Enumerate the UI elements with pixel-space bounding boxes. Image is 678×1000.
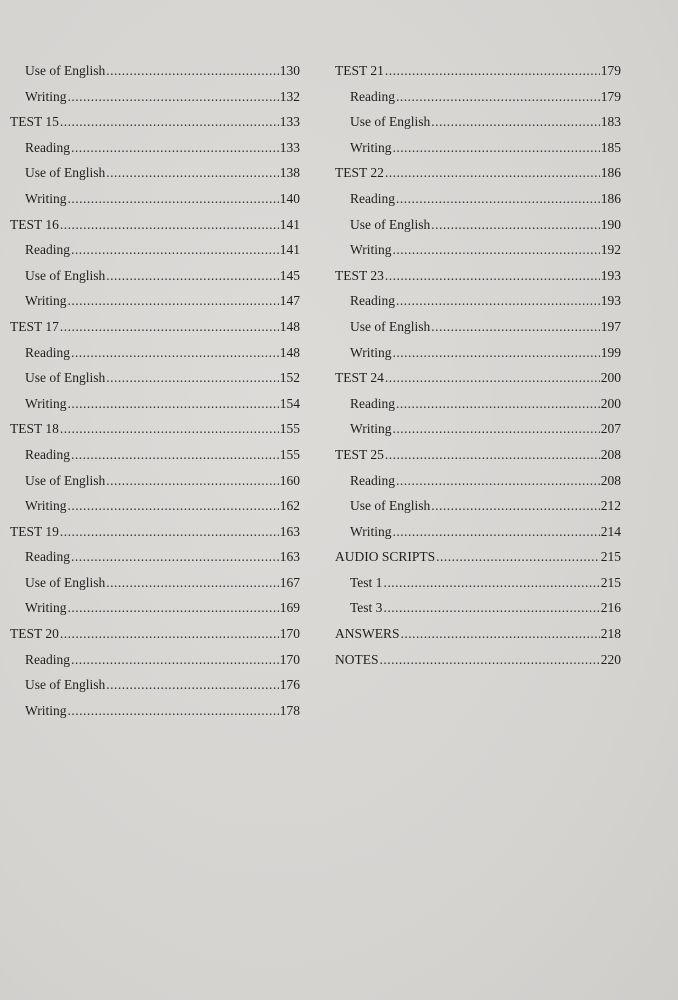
- toc-entry-label: Use of English: [350, 498, 431, 514]
- toc-page-number: 160: [279, 472, 300, 488]
- toc-page-number: 133: [279, 139, 300, 155]
- toc-subentry: [335, 314, 621, 340]
- toc-entry-label: Use of English: [350, 216, 431, 232]
- toc-entry-label: Use of English: [25, 574, 106, 590]
- toc-page-number: 154: [279, 395, 300, 411]
- dot-leader: [67, 84, 278, 110]
- toc-subentry: [10, 340, 300, 366]
- dot-leader: [383, 570, 599, 596]
- toc-page-number: 170: [279, 626, 300, 642]
- toc-subentry: [335, 212, 621, 238]
- toc-page-number: 147: [279, 293, 300, 309]
- dot-leader: [67, 595, 278, 621]
- dot-leader: [67, 288, 278, 314]
- toc-page-number: 179: [600, 88, 621, 104]
- toc-page-number: 148: [279, 318, 300, 334]
- toc-page-number: 220: [600, 651, 621, 667]
- dot-leader: [396, 186, 600, 212]
- toc-page-number: 218: [600, 626, 621, 642]
- toc-page-number: 162: [279, 498, 300, 514]
- toc-page-number: 155: [279, 446, 300, 462]
- toc-entry-label: TEST 23: [335, 267, 384, 283]
- dot-leader: [431, 314, 600, 340]
- toc-subentry: [335, 570, 621, 596]
- toc-subentry: [335, 493, 621, 519]
- toc-page-number: 178: [279, 702, 300, 718]
- toc-entry-label: NOTES: [335, 651, 379, 667]
- toc-entry-label: ANSWERS: [335, 626, 400, 642]
- toc-entry-label: TEST 24: [335, 370, 384, 386]
- toc-subentry: [335, 519, 621, 545]
- toc-section-entry: [335, 647, 621, 673]
- toc-subentry: [335, 391, 621, 417]
- dot-leader: [60, 519, 279, 545]
- toc-entry-label: Use of English: [350, 318, 431, 334]
- toc-page-number: 163: [279, 549, 300, 565]
- toc-page-number: 167: [279, 574, 300, 590]
- toc-entry-label: Use of English: [25, 472, 106, 488]
- dot-leader: [71, 647, 279, 673]
- toc-subentry: [10, 58, 300, 84]
- toc-entry-label: TEST 22: [335, 165, 384, 181]
- toc-subentry: [10, 493, 300, 519]
- dot-leader: [396, 468, 600, 494]
- toc-section-entry: [335, 263, 621, 289]
- toc-entry-label: Writing: [25, 600, 67, 616]
- dot-leader: [431, 493, 600, 519]
- toc-entry-label: Reading: [350, 88, 395, 104]
- toc-subentry: [335, 135, 621, 161]
- toc-entry-label: Reading: [350, 293, 395, 309]
- dot-leader: [392, 340, 599, 366]
- toc-subentry: [10, 544, 300, 570]
- toc-page-number: 152: [279, 370, 300, 386]
- toc-entry-label: Reading: [350, 190, 395, 206]
- dot-leader: [106, 365, 279, 391]
- dot-leader: [106, 263, 279, 289]
- toc-subentry: [10, 595, 300, 621]
- dot-leader: [67, 698, 278, 724]
- dot-leader: [401, 621, 600, 647]
- toc-entry-label: AUDIO SCRIPTS: [335, 549, 436, 565]
- toc-page-number: 140: [279, 190, 300, 206]
- dot-leader: [60, 109, 279, 135]
- toc-page-number: 186: [600, 165, 621, 181]
- toc-subentry: [10, 263, 300, 289]
- toc-page-number: 212: [600, 498, 621, 514]
- dot-leader: [71, 544, 279, 570]
- toc-entry-label: TEST 15: [10, 114, 59, 130]
- dot-leader: [67, 391, 278, 417]
- dot-leader: [71, 442, 279, 468]
- toc-entry-label: Reading: [25, 344, 70, 360]
- dot-leader: [431, 109, 600, 135]
- toc-entry-label: Reading: [25, 549, 70, 565]
- dot-leader: [106, 672, 279, 698]
- toc-subentry: [10, 468, 300, 494]
- toc-page-number: 208: [600, 446, 621, 462]
- toc-subentry: [10, 237, 300, 263]
- toc-entry-label: Writing: [350, 344, 392, 360]
- toc-page-number: 145: [279, 267, 300, 283]
- dot-leader: [392, 237, 599, 263]
- toc-subentry: [335, 109, 621, 135]
- toc-subentry: [10, 135, 300, 161]
- toc-page-number: 130: [279, 63, 300, 78]
- toc-subentry: [335, 288, 621, 314]
- toc-subentry: [10, 570, 300, 596]
- dot-leader: [60, 621, 279, 647]
- toc-subentry: [10, 647, 300, 673]
- toc-entry-label: Test 3: [350, 600, 383, 616]
- toc-page-number: 141: [279, 216, 300, 232]
- dot-leader: [392, 519, 599, 545]
- toc-page-number: 176: [279, 677, 300, 693]
- dot-leader: [71, 237, 279, 263]
- toc-subentry: [10, 698, 300, 724]
- dot-leader: [106, 58, 279, 84]
- toc-page-number: 192: [600, 242, 621, 258]
- toc-entry-label: Use of English: [25, 165, 106, 181]
- toc-page-number: 186: [600, 190, 621, 206]
- toc-entry-label: Use of English: [25, 63, 106, 78]
- toc-entry-label: Reading: [25, 139, 70, 155]
- toc-page-number: 163: [279, 523, 300, 539]
- toc-column-left: [10, 58, 300, 723]
- toc-entry-label: TEST 21: [335, 63, 384, 78]
- toc-subentry: [335, 84, 621, 110]
- toc-page-number: 215: [600, 549, 621, 565]
- toc-subentry: [10, 84, 300, 110]
- toc-entry-label: TEST 20: [10, 626, 59, 642]
- toc-entry-label: Writing: [350, 421, 392, 437]
- dot-leader: [60, 416, 279, 442]
- toc-entry-label: Use of English: [350, 114, 431, 130]
- toc-section-entry: [335, 621, 621, 647]
- toc-entry-label: TEST 17: [10, 318, 59, 334]
- toc-column-right: [335, 58, 621, 672]
- toc-subentry: [335, 186, 621, 212]
- toc-page-number: 193: [600, 293, 621, 309]
- toc-entry-label: Writing: [350, 139, 392, 155]
- dot-leader: [396, 391, 600, 417]
- dot-leader: [385, 58, 600, 84]
- toc-page-number: 190: [600, 216, 621, 232]
- toc-entry-label: Writing: [25, 395, 67, 411]
- dot-leader: [71, 340, 279, 366]
- dot-leader: [385, 365, 600, 391]
- toc-entry-label: Writing: [25, 702, 67, 718]
- toc-page-number: 179: [600, 63, 621, 78]
- dot-leader: [71, 135, 279, 161]
- toc-entry-label: TEST 19: [10, 523, 59, 539]
- toc-entry-label: Use of English: [25, 370, 106, 386]
- toc-page-number: 215: [600, 574, 621, 590]
- toc-section-entry: [335, 365, 621, 391]
- toc-page-number: 155: [279, 421, 300, 437]
- toc-page-number: 214: [600, 523, 621, 539]
- toc-page-number: 208: [600, 472, 621, 488]
- dot-leader: [385, 442, 600, 468]
- toc-entry-label: Writing: [25, 190, 67, 206]
- toc-section-entry: [10, 109, 300, 135]
- dot-leader: [392, 416, 599, 442]
- toc-entry-label: Reading: [25, 651, 70, 667]
- toc-entry-label: Writing: [350, 523, 392, 539]
- toc-entry-label: Reading: [350, 395, 395, 411]
- toc-entry-label: Reading: [350, 472, 395, 488]
- toc-section-entry: [10, 212, 300, 238]
- toc-subentry: [335, 340, 621, 366]
- toc-page-number: 193: [600, 267, 621, 283]
- toc-page-number: 185: [600, 139, 621, 155]
- toc-entry-label: Reading: [25, 242, 70, 258]
- toc-subentry: [10, 288, 300, 314]
- dot-leader: [392, 135, 599, 161]
- dot-leader: [396, 84, 600, 110]
- toc-subentry: [10, 186, 300, 212]
- dot-leader: [385, 160, 600, 186]
- toc-section-entry: [335, 544, 621, 570]
- toc-page-number: 207: [600, 421, 621, 437]
- toc-page-number: 170: [279, 651, 300, 667]
- dot-leader: [106, 468, 279, 494]
- toc-subentry: [10, 160, 300, 186]
- toc-page-number: 169: [279, 600, 300, 616]
- dot-leader: [67, 186, 278, 212]
- dot-leader: [436, 544, 600, 570]
- toc-subentry: [335, 595, 621, 621]
- toc-entry-label: Writing: [25, 498, 67, 514]
- toc-entry-label: TEST 18: [10, 421, 59, 437]
- dot-leader: [431, 212, 600, 238]
- toc-section-entry: [10, 621, 300, 647]
- dot-leader: [60, 212, 279, 238]
- toc-page-number: 183: [600, 114, 621, 130]
- toc-page-number: 133: [279, 114, 300, 130]
- toc-page-number: 132: [279, 88, 300, 104]
- dot-leader: [67, 493, 278, 519]
- toc-page-number: 148: [279, 344, 300, 360]
- toc-subentry: [335, 237, 621, 263]
- toc-page-number: 199: [600, 344, 621, 360]
- dot-leader: [106, 570, 279, 596]
- dot-leader: [383, 595, 599, 621]
- toc-page-number: 216: [600, 600, 621, 616]
- toc-entry-label: Test 1: [350, 574, 383, 590]
- dot-leader: [396, 288, 600, 314]
- toc-section-entry: [335, 58, 621, 84]
- toc-page-number: 141: [279, 242, 300, 258]
- toc-page-number: 200: [600, 395, 621, 411]
- toc-entry-label: TEST 25: [335, 446, 384, 462]
- toc-page-number: 197: [600, 318, 621, 334]
- toc-entry-label: Use of English: [25, 267, 106, 283]
- toc-entry-label: Use of English: [25, 677, 106, 693]
- toc-section-entry: [335, 160, 621, 186]
- toc-entry-label: Writing: [350, 242, 392, 258]
- dot-leader: [60, 314, 279, 340]
- toc-subentry: [10, 672, 300, 698]
- dot-leader: [380, 647, 600, 673]
- toc-page-number: 200: [600, 370, 621, 386]
- toc-subentry: [335, 468, 621, 494]
- toc-subentry: [10, 391, 300, 417]
- toc-entry-label: TEST 16: [10, 216, 59, 232]
- toc-page-number: 138: [279, 165, 300, 181]
- toc-section-entry: [10, 519, 300, 545]
- toc-section-entry: [335, 442, 621, 468]
- toc-section-entry: [10, 314, 300, 340]
- toc-entry-label: Reading: [25, 446, 70, 462]
- toc-section-entry: [10, 416, 300, 442]
- dot-leader: [106, 160, 279, 186]
- toc-subentry: [10, 442, 300, 468]
- dot-leader: [385, 263, 600, 289]
- toc-subentry: [335, 416, 621, 442]
- toc-entry-label: Writing: [25, 293, 67, 309]
- toc-entry-label: Writing: [25, 88, 67, 104]
- toc-subentry: [10, 365, 300, 391]
